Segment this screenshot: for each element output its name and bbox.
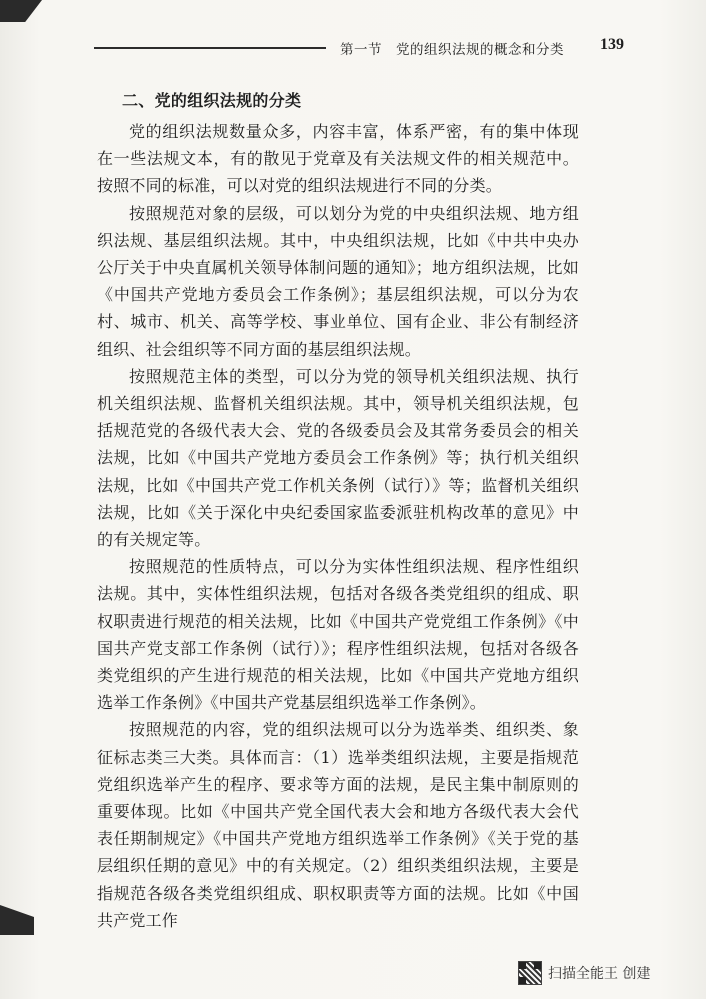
scan-edge-shadow-bottom	[0, 905, 34, 935]
paragraph: 按照规范的性质特点，可以分为实体性组织法规、程序性组织法规。其中，实体性组织法规，包括对各级各类党组织的组成、职权职责进行规范的相关法规，比如《中国共产党党组工作条例》《中国共产党支部工作条例（试行）》；程序性组织法规，包括对各级各类党组织的产生进行规范的相关法规，比如《中国共产党地方组织选举工作条例》《中国共产党基层组织选举工作条例》。	[97, 557, 579, 713]
qr-code-icon	[518, 961, 542, 985]
paragraph: 按照规范对象的层级，可以划分为党的中央组织法规、地方组织法规、基层组织法规。其中，中央组织法规，比如《中共中央办公厅关于中央直属机关领导体制问题的通知》；地方组织法规，比如《中国共产党地方委员会工作条例》；基层组织法规，可以分为农村、城市、机关、高等学校、事业单位、国有企业、非公有制经济组织、社会组织等不同方面的基层组织法规。	[97, 203, 579, 359]
section-heading: 二、党的组织法规的分类	[122, 91, 302, 110]
paragraph: 党的组织法规数量众多，内容丰富，体系严密，有的集中体现在一些法规文本，有的散见于党章及有关法规文件的相关规范中。按照不同的标准，可以对党的组织法规进行不同的分类。	[97, 122, 579, 196]
chapter-section-title: 第一节 党的组织法规的概念和分类	[340, 42, 564, 58]
scan-edge-shadow	[0, 0, 42, 22]
header-rule	[94, 47, 326, 49]
body-text	[97, 88, 579, 934]
scanner-watermark	[518, 960, 650, 986]
page-number: 139	[600, 36, 624, 53]
paragraph: 按照规范主体的类型，可以分为党的领导机关组织法规、执行机关组织法规、监督机关组织法规。其中，领导机关组织法规，包括规范党的各级代表大会、党的各级委员会及其常务委员会的相关法规，比如《中国共产党地方委员会工作条例》等；执行机关组织法规，比如《中国共产党工作机关条例（试行）》等；监督机关组织法规，比如《关于深化中央纪委国家监委派驻机构改革的意见》中的有关规定等。	[97, 366, 579, 550]
running-header	[94, 36, 634, 58]
watermark-text: 扫描全能王 创建	[548, 966, 651, 982]
paragraph: 按照规范的内容，党的组织法规可以分为选举类、组织类、象征标志类三大类。具体而言：（1）选举类组织法规，主要是指规范党组织选举产生的程序、要求等方面的法规，是民主集中制原则的重要体现。比如《中国共产党全国代表大会和地方各级代表大会代表任期制规定》《中国共产党地方组织选举工作条例》《关于党的基层组织任期的意见》中的有关规定。（2）组织类组织法规，主要是指规范各级各类党组织组成、职权职责等方面的法规。比如《中国共产党工作	[97, 720, 579, 930]
